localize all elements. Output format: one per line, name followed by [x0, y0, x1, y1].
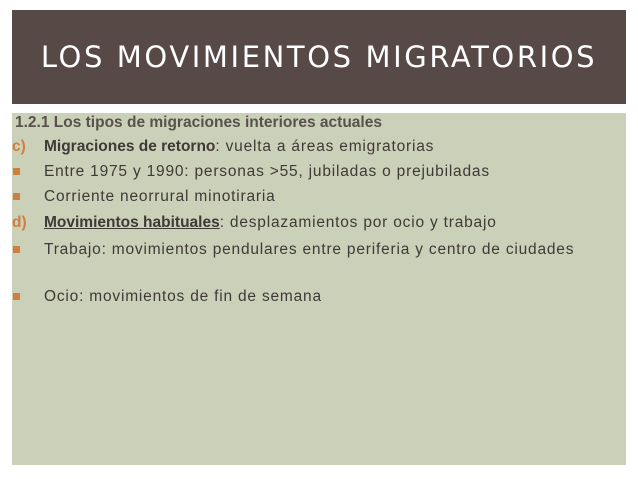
- list-item: [12, 161, 624, 183]
- list-marker-c: c): [12, 138, 26, 155]
- item-rest-text: : vuelta a áreas emigratorias: [215, 138, 435, 155]
- bullet-square-icon: [13, 246, 20, 253]
- content-area: [12, 113, 626, 465]
- list-item: [12, 286, 624, 308]
- list-item: [12, 239, 624, 261]
- bullet-square-icon: [13, 168, 20, 175]
- list-item: [12, 212, 624, 234]
- section-subtitle: 1.2.1 Los tipos de migraciones interiores actuales: [15, 114, 382, 131]
- item-text: Entre 1975 y 1990: personas >55, jubiladas o prejubiladas: [44, 163, 490, 180]
- item-text: Corriente neorrural minotiraria: [44, 188, 276, 205]
- item-bold-label: Migraciones de retorno: [44, 138, 216, 155]
- list-marker-d: d): [12, 214, 27, 231]
- item-text: Trabajo: movimientos pendulares entre periferia y centro de ciudades: [44, 241, 575, 258]
- list-item: [12, 136, 624, 158]
- slide-title: LOS MOVIMIENTOS MIGRATORIOS: [40, 40, 598, 74]
- item-bold-label: Movimientos habituales: [44, 214, 220, 231]
- item-text: Ocio: movimientos de fin de semana: [44, 288, 322, 305]
- item-rest-text: : desplazamientos por ocio y trabajo: [219, 214, 497, 231]
- list-item: [12, 186, 624, 208]
- bullet-square-icon: [13, 193, 20, 200]
- title-bar: [12, 10, 626, 104]
- bullet-square-icon: [13, 293, 20, 300]
